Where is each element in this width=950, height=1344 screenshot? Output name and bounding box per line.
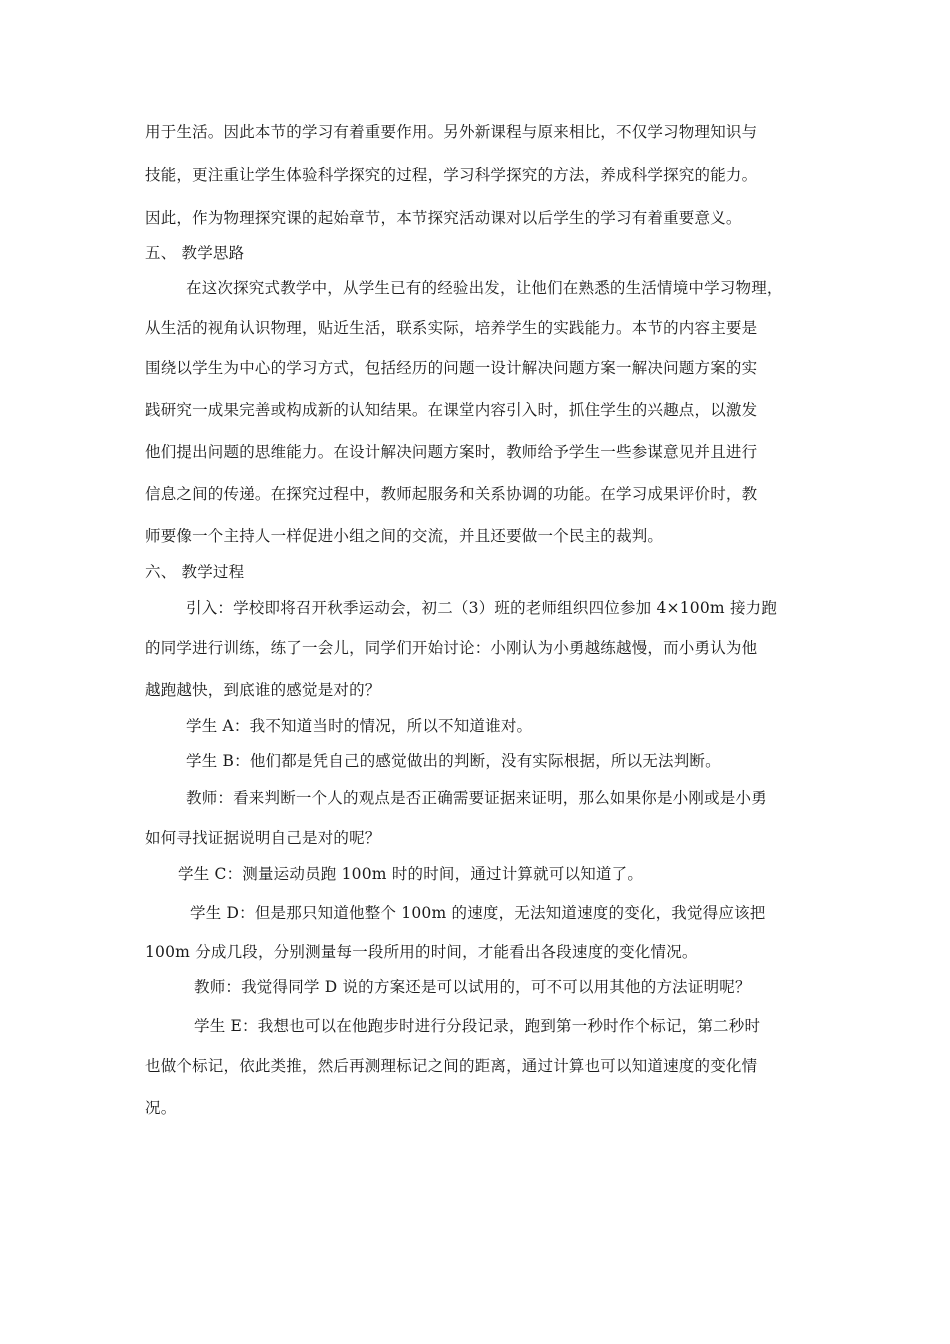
body-text-line: 引入：学校即将召开秋季运动会，初二（3）班的老师组织四位参加 4×100m 接力跑 <box>186 599 778 617</box>
body-text-line: 因此，作为物理探究课的起始章节，本节探究活动课对以后学生的学习有着重要意义。 <box>145 209 742 227</box>
dialogue-line: 学生 E：我想也可以在他跑步时进行分段记录，跑到第一秒时作个标记，第二秒时 <box>194 1017 761 1035</box>
body-text-line: 从生活的视角认识物理，贴近生活，联系实际，培养学生的实践能力。本节的内容主要是 <box>145 319 758 337</box>
body-text-line: 信息之间的传递。在探究过程中，教师起服务和关系协调的功能。在学习成果评价时，教 <box>145 485 758 503</box>
body-text-line: 如何寻找证据说明自己是对的呢？ <box>145 829 381 847</box>
body-text-line: 师要像一个主持人一样促进小组之间的交流，并且还要做一个民主的裁判。 <box>145 527 664 545</box>
body-text-line: 用于生活。因此本节的学习有着重要作用。另外新课程与原来相比，不仅学习物理知识与 <box>145 123 758 141</box>
body-text-line: 也做个标记，依此类推，然后再测理标记之间的距离，通过计算也可以知道速度的变化情 <box>145 1057 758 1075</box>
body-text-line: 100m 分成几段，分别测量每一段所用的时间，才能看出各段速度的变化情况。 <box>145 943 698 961</box>
body-text-line: 技能，更注重让学生体验科学探究的过程，学习科学探究的方法，养成科学探究的能力。 <box>145 166 758 184</box>
body-text-line: 况。 <box>145 1099 177 1117</box>
dialogue-line: 教师：我觉得同学 D 说的方案还是可以试用的，可不可以用其他的方法证明呢？ <box>194 978 751 996</box>
dialogue-line: 教师：看来判断一个人的观点是否正确需要证据来证明，那么如果你是小刚或是小勇 <box>186 789 767 807</box>
body-text-line: 在这次探究式教学中，从学生已有的经验出发，让他们在熟悉的生活情境中学习物理， <box>186 279 783 297</box>
dialogue-line: 学生 A：我不知道当时的情况，所以不知道谁对。 <box>186 717 533 735</box>
dialogue-line: 学生 C：测量运动员跑 100m 时的时间，通过计算就可以知道了。 <box>178 865 644 883</box>
body-text-line: 的同学进行训练，练了一会儿，同学们开始讨论：小刚认为小勇越练越慢，而小勇认为他 <box>145 639 758 657</box>
section-heading: 六、 教学过程 <box>145 563 245 581</box>
body-text-line: 围绕以学生为中心的学习方式，包括经历的问题一设计解决问题方案一解决问题方案的实 <box>145 359 758 377</box>
body-text-line: 越跑越快，到底谁的感觉是对的？ <box>145 681 381 699</box>
dialogue-line: 学生 B：他们都是凭自己的感觉做出的判断，没有实际根据，所以无法判断。 <box>186 752 721 770</box>
body-text-line: 践研究一成果完善或构成新的认知结果。在课堂内容引入时，抓住学生的兴趣点，以激发 <box>145 401 758 419</box>
section-heading: 五、 教学思路 <box>145 244 245 262</box>
body-text-line: 他们提出问题的思维能力。在设计解决问题方案时，教师给予学生一些参谋意见并且进行 <box>145 443 758 461</box>
dialogue-line: 学生 D：但是那只知道他整个 100m 的速度，无法知道速度的变化，我觉得应该把 <box>190 904 766 922</box>
